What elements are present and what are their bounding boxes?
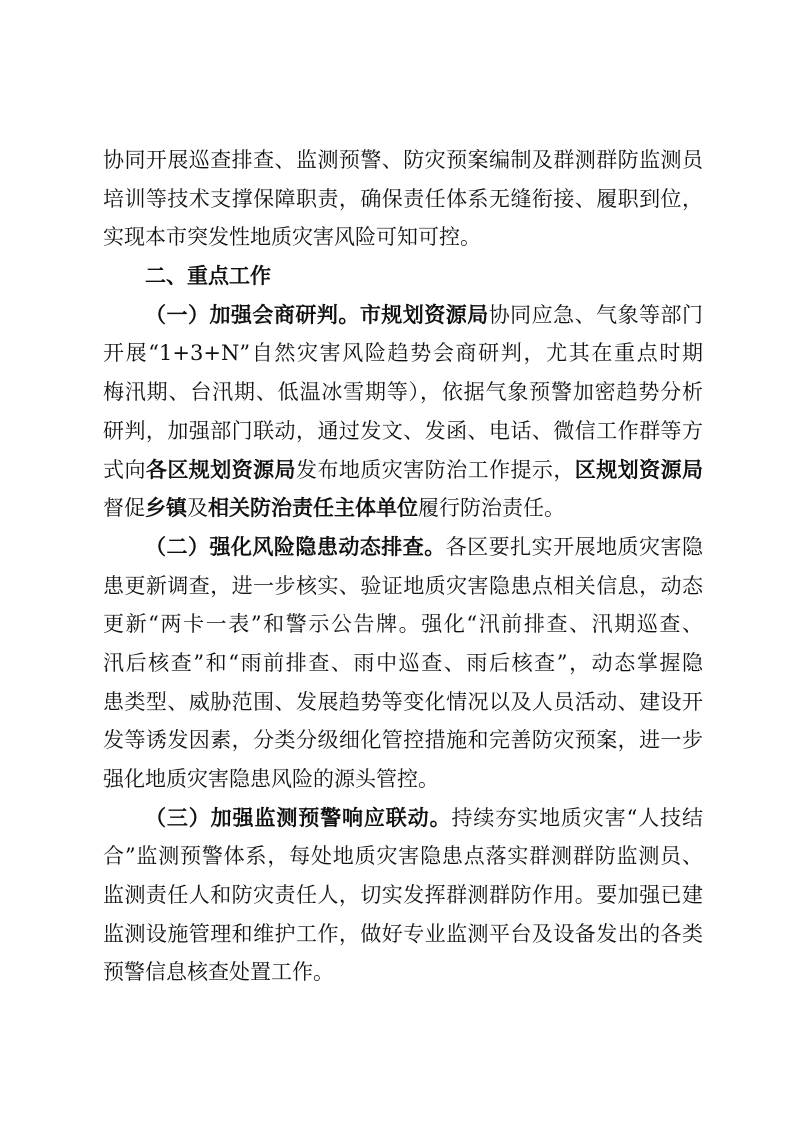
body-text: 督促 [103,496,145,521]
body-text: 实现本市突发性地质灾害风险可知可控。 [103,225,481,250]
text-line [103,799,703,838]
responsible-party: 相关防治责任主体单位 [208,495,418,521]
body-text: 发等诱发因素，分类分级细化管控措施和完善防灾预案，进一步 [103,728,703,753]
body-text: 履行防治责任。 [418,496,565,521]
text-line [103,760,703,799]
text-line [103,528,703,567]
body-text: 强化地质灾害隐患风险的源头管控。 [103,767,439,791]
body-text: 开展“1+3+N”自然灾害风险趋势会商研判，尤其在重点时期 [103,341,703,366]
text-line [103,141,703,180]
text-line [103,915,703,954]
body-text: 更新“两卡一表”和警示公告牌。强化“汛前排查、汛期巡查、 [103,612,703,637]
body-text: 持续夯实地质灾害“人技结 [451,805,703,830]
body-text: 汛后核查”和“雨前排查、雨中巡查、雨后核查”，动态掌握隐 [103,650,703,675]
body-text: 协同开展巡查排查、监测预警、防灾预案编制及群测群防监测员 [103,148,703,172]
text-line [103,683,703,722]
body-text: 及 [187,496,208,521]
text-line [103,489,703,528]
subsection-title: （一）加强会商研判。 [145,301,360,327]
responsible-party: 乡镇 [145,495,187,521]
responsible-party: 区规划资源局 [574,456,703,482]
body-text: 各区要扎实开展地质灾害隐 [445,534,703,559]
body-text: 式向 [103,457,146,482]
text-line [103,837,703,876]
body-text: 发布地质灾害防治工作提示， [296,457,575,482]
body-text: 患类型、威胁范围、发展趋势等变化情况以及人员活动、建设开 [103,689,703,714]
responsible-party: 市规划资源局 [359,301,489,327]
text-line [103,296,703,335]
text-line [103,876,703,915]
text-line [103,334,703,373]
body-text: 研判，加强部门联动，通过发文、发函、电话、微信工作群等方 [103,418,703,443]
paragraph [103,141,703,257]
text-line [103,218,703,257]
paragraph [103,296,703,528]
body-text: 监测责任人和防灾责任人，切实发挥群测群防作用。要加强已建 [103,883,703,908]
body-text: 梅汛期、台汛期、低温冰雪期等），依据气象预警加密趋势分析 [103,380,703,405]
subsection-title: （二）强化风险隐患动态排查。 [145,533,446,559]
text-line [103,953,703,992]
section-heading-text: 二、重点工作 [145,264,271,289]
body-text: 监测设施管理和维护工作，做好专业监测平台及设备发出的各类 [103,921,703,946]
paragraph [103,799,703,992]
responsible-party: 各区规划资源局 [145,456,297,482]
section-heading [103,257,703,296]
text-line [103,721,703,760]
body-text: 患更新调查，进一步核实、验证地质灾害隐患点相关信息，动态 [103,573,703,598]
text-line [103,412,703,451]
text-line [103,567,703,606]
text-line [103,451,703,490]
paragraph [103,528,703,799]
document-body [103,141,703,992]
body-text: 培训等技术支撑保障职责，确保责任体系无缝衔接、履职到位， [103,186,703,211]
text-line [103,605,703,644]
subsection-title: （三）加强监测预警响应联动。 [145,804,452,830]
body-text: 协同应急、气象等部门 [488,302,703,327]
text-line [103,644,703,683]
body-text: 合”监测预警体系，每处地质灾害隐患点落实群测群防监测员、 [103,844,703,869]
text-line [103,373,703,412]
body-text: 预警信息核查处置工作。 [103,960,334,985]
text-line [103,180,703,219]
